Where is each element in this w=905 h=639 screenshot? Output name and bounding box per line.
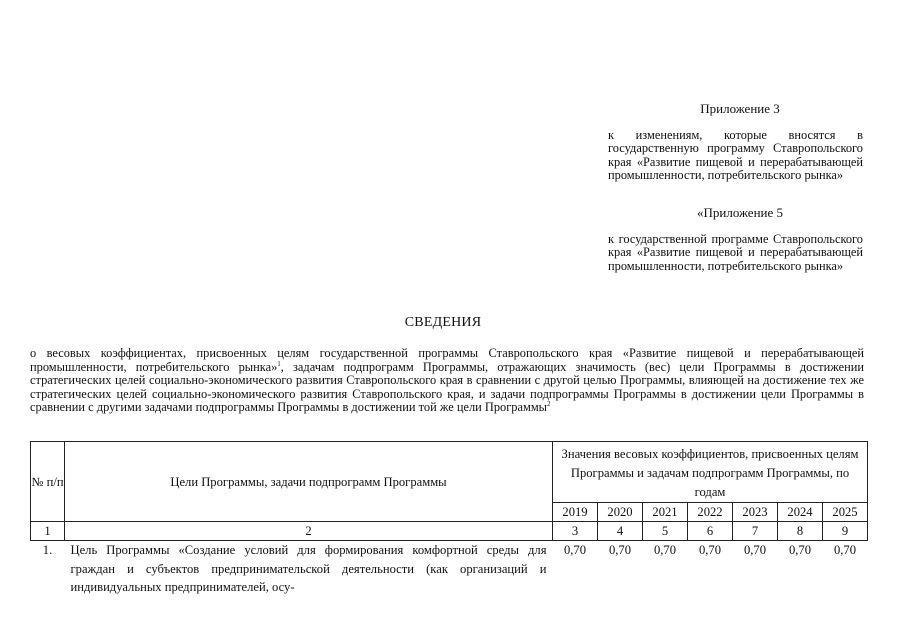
column-number: 6	[688, 522, 733, 541]
row-value: 0,70	[833, 543, 857, 557]
column-number: 8	[778, 522, 823, 541]
document-intro	[30, 347, 864, 415]
year-header: 2020	[598, 503, 643, 522]
year-header: 2023	[733, 503, 778, 522]
weights-table	[30, 441, 868, 597]
column-number: 2	[65, 522, 553, 541]
footnote-marker-2: 2	[547, 400, 551, 409]
header-goals: Цели Программы, задачи подпрограмм Программы	[65, 442, 553, 522]
annex-title: Приложение 3	[700, 101, 780, 116]
intro-part-2: , задачам подпрограмм Программы, отражающих значимость (вес) цели Программы в достижении стратегических целей социально-экономического развития Ставропольского края в сравнении с другой целью Программы, влияющей на достижение тех же стратегических целей социально-экономического развития Ставропольского края, и задачи подпрограммы Программы в достижении цели Программы в сравнении с другими задачами подпрограммы Программы в достижении той же цели Программы	[30, 359, 864, 415]
annex-subtitle: «Приложение 5	[696, 205, 784, 220]
year-header: 2024	[778, 503, 823, 522]
header-values: Значения весовых коэффициентов, присвоенных целям Программы и задачам подпрограмм Программы, по годам	[553, 442, 868, 503]
row-value: 0,70	[653, 543, 677, 557]
intro-part-1: о весовых коэффициентах, присвоенных целям государственной программы Ставропольского края «Развитие пищевой и перерабатывающей промышленности, потребительского рынка»	[30, 346, 864, 374]
column-number: 4	[598, 522, 643, 541]
column-number: 3	[553, 522, 598, 541]
column-number: 1	[31, 522, 65, 541]
row-value: 0,70	[563, 543, 587, 557]
year-header: 2019	[553, 503, 598, 522]
year-header: 2022	[688, 503, 733, 522]
row-value: 0,70	[788, 543, 812, 557]
document-title: СВЕДЕНИЯ	[404, 315, 482, 330]
footnote-marker-1: 1	[277, 359, 281, 368]
annex-amendment-text: к изменениям, которые вносятся в государственную программу Ставропольского края «Развитие пищевой и перерабатывающей промышленности, потребительского рынка»	[608, 128, 863, 183]
year-header: 2021	[643, 503, 688, 522]
row-value: 0,70	[743, 543, 767, 557]
row-value: 0,70	[698, 543, 722, 557]
header-number: № п/п	[31, 442, 65, 522]
column-number: 5	[643, 522, 688, 541]
row-value: 0,70	[608, 543, 632, 557]
row-goal-text: Цель Программы «Создание условий для формирования комфортной среды для граждан и субъектов предпринимательской деятельности (как организаций и индивидуальных предпринимателей, осу-	[70, 543, 547, 595]
year-header: 2025	[823, 503, 868, 522]
row-number: 1.	[42, 543, 53, 557]
annex-program-text: к государственной программе Ставропольского края «Развитие пищевой и перерабатывающей промышленности, потребительского рынка»	[608, 232, 863, 273]
table-row	[31, 541, 868, 597]
column-number: 7	[733, 522, 778, 541]
column-number: 9	[823, 522, 868, 541]
